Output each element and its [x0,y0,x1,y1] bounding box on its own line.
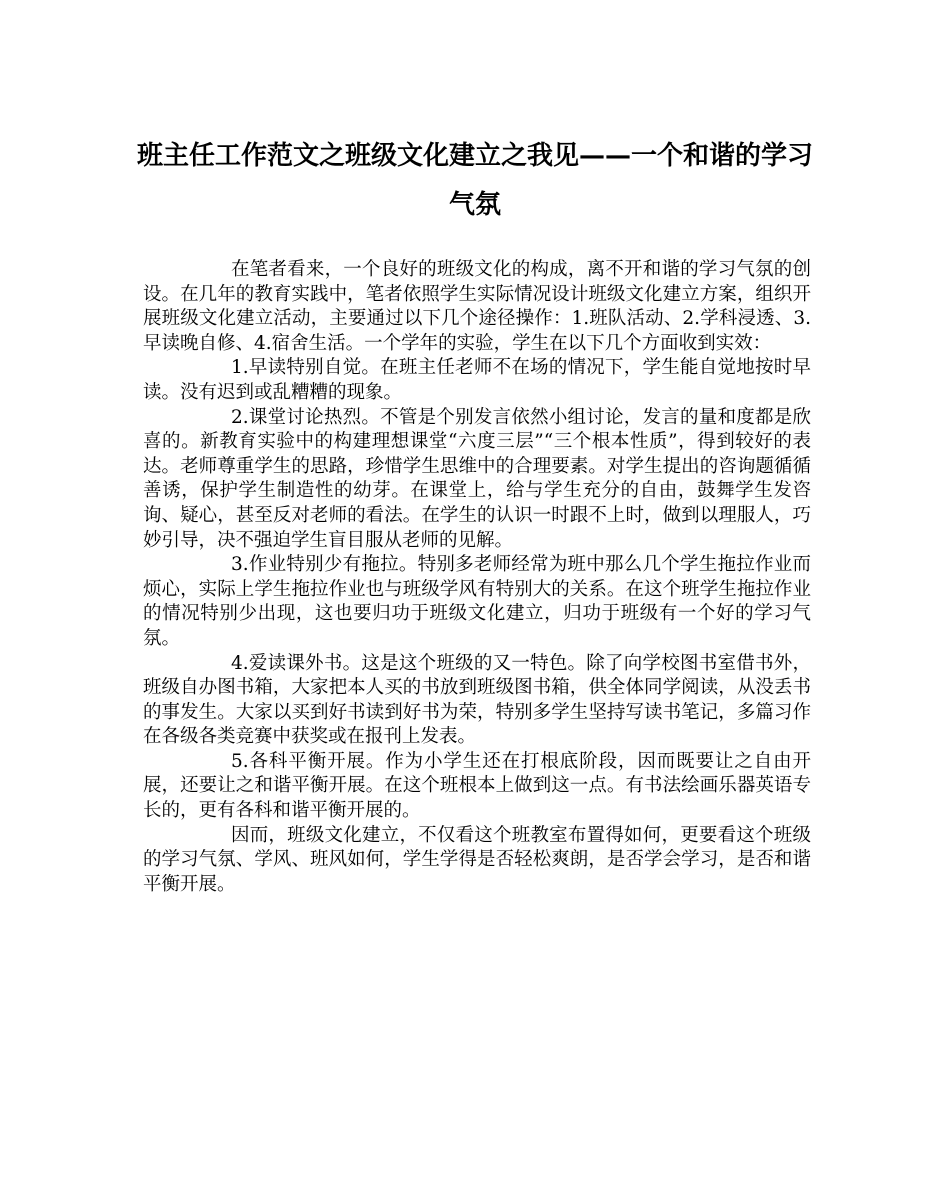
paragraph-item-1: 1.早读特别自觉。在班主任老师不在场的情况下，学生能自觉地按时早读。没有迟到或乱糟糟的现象。 [143,357,811,403]
paragraph-item-2: 2.课堂讨论热烈。不管是个别发言依然小组讨论，发言的量和度都是欣喜的。新教育实验中的构建理想课堂“六度三层”“三个根本性质”，得到较好的表达。老师尊重学生的思路，珍惜学生思维中的合理要素。对学生提出的咨询题循循善诱，保护学生制造性的幼芽。在课堂上，给与学生充分的自由，鼓舞学生发咨询、疑心，甚至反对老师的看法。在学生的认识一时跟不上时，做到以理服人，巧妙引导，决不强迫学生盲目服从老师的见解。 [143,406,811,551]
paragraph-item-3: 3.作业特别少有拖拉。特别多老师经常为班中那么几个学生拖拉作业而烦心，实际上学生拖拉作业也与班级学风有特别大的关系。在这个班学生拖拉作业的情况特别少出现，这也要归功于班级文化建立，归功于班级有一个好的学习气氛。 [143,554,811,649]
document-body [143,258,811,897]
paragraph-conclusion: 因而，班级文化建立，不仅看这个班教室布置得如何，更要看这个班级的学习气氛、学风、班风如何，学生学得是否轻松爽朗，是否学会学习，是否和谐平衡开展。 [143,824,811,895]
document-title: 班主任工作范文之班级文化建立之我见——一个和谐的学习气氛 [136,141,813,220]
paragraph-item-5: 5.各科平衡开展。作为小学生还在打根底阶段，因而既要让之自由开展，还要让之和谐平衡开展。在这个班根本上做到这一点。有书法绘画乐器英语专长的，更有各科和谐平衡开展的。 [143,750,811,822]
paragraph-item-4: 4.爱读课外书。这是这个班级的又一特色。除了向学校图书室借书外，班级自办图书箱，大家把本人买的书放到班级图书箱，供全体同学阅读，从没丢书的事发生。大家以买到好书读到好书为荣，特别多学生坚持写读书笔记，多篇习作在各级各类竞赛中获奖或在报刊上发表。 [143,652,811,748]
paragraph-intro: 在笔者看来，一个良好的班级文化的构成，离不开和谐的学习气氛的创设。在几年的教育实践中，笔者依照学生实际情况设计班级文化建立方案，组织开展班级文化建立活动，主要通过以下几个途径操作：1.班队活动、2.学科浸透、3.早读晚自修、4.宿舍生活。一个学年的实验，学生在以下几个方面收到实效： [143,259,811,354]
